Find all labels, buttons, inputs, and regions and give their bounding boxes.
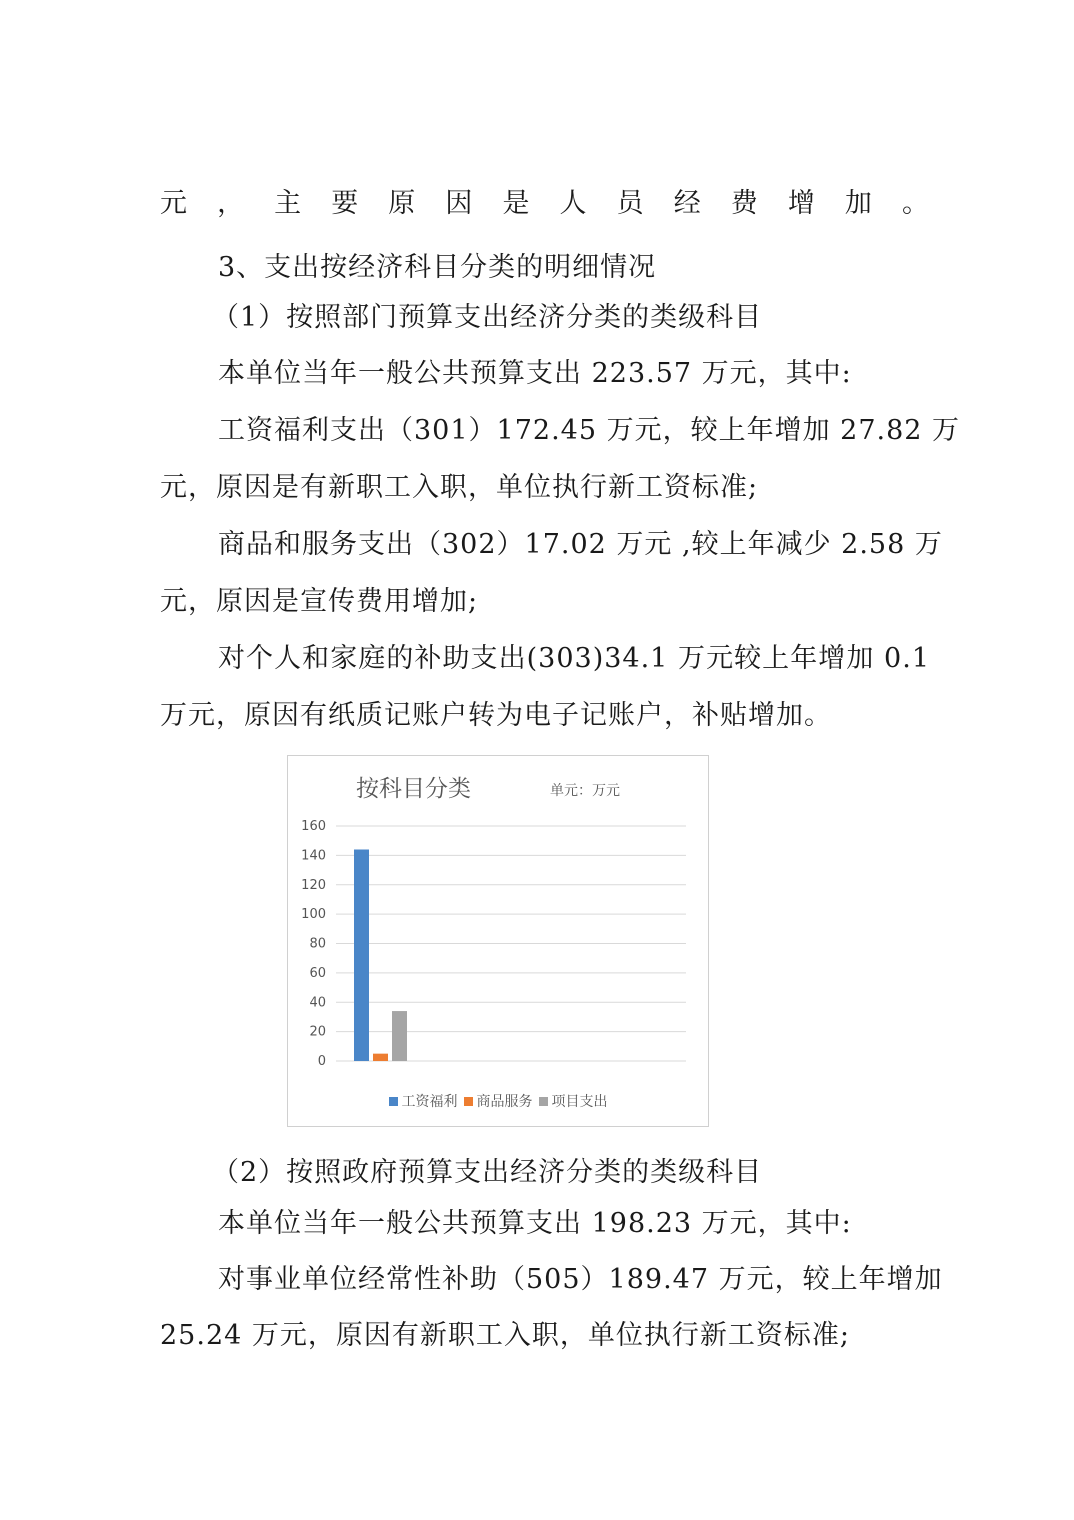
bar-3 <box>392 1011 407 1061</box>
y-tick-label: 140 <box>301 848 326 864</box>
legend-item <box>389 1091 458 1111</box>
legend-swatch <box>539 1097 548 1106</box>
subsection-heading: （2）按照政府预算支出经济分类的类级科目 <box>212 1157 763 1188</box>
paragraph-continuation: 元，主要原因是人员经费增加。 <box>160 188 930 219</box>
y-tick-label: 160 <box>301 819 326 834</box>
bar-2 <box>373 1054 388 1061</box>
paragraph: 对个人和家庭的补助支出(303)34.1 万元较上年增加 0.1 <box>218 643 930 674</box>
paragraph: 对事业单位经常性补助（505）189.47 万元，较上年增加 <box>218 1264 943 1295</box>
chart-title: 按科目分类 <box>356 776 471 802</box>
chart-legend <box>288 1091 708 1111</box>
bar-chart <box>287 755 709 1127</box>
y-tick-label: 80 <box>309 936 326 952</box>
legend-label: 项目支出 <box>551 1094 608 1110</box>
legend-swatch <box>389 1097 398 1106</box>
paragraph: 工资福利支出（301）172.45 万元，较上年增加 27.82 万 <box>218 415 961 446</box>
y-tick-label: 0 <box>317 1054 326 1069</box>
legend-item <box>539 1091 608 1111</box>
subsection-heading: （1）按照部门预算支出经济分类的类级科目 <box>212 302 763 333</box>
legend-swatch <box>464 1097 473 1106</box>
paragraph: 元，原因是有新职工入职，单位执行新工资标准; <box>160 472 759 503</box>
paragraph: 商品和服务支出（302）17.02 万元 ,较上年减少 2.58 万 <box>218 529 943 560</box>
bar-1 <box>354 850 369 1062</box>
paragraph: 本单位当年一般公共预算支出 223.57 万元，其中: <box>218 358 852 389</box>
section-heading: 3、支出按经济科目分类的明细情况 <box>218 252 657 283</box>
legend-label: 工资福利 <box>401 1094 458 1110</box>
paragraph: 本单位当年一般公共预算支出 198.23 万元，其中: <box>218 1208 852 1239</box>
paragraph: 万元，原因有纸质记账户转为电子记账户，补贴增加。 <box>160 700 832 731</box>
y-tick-label: 100 <box>301 907 326 923</box>
legend-item <box>464 1091 533 1111</box>
y-tick-label: 120 <box>301 877 326 893</box>
chart-unit-label: 单元：万元 <box>550 783 620 799</box>
paragraph: 25.24 万元，原因有新职工入职，单位执行新工资标准; <box>160 1320 850 1351</box>
y-tick-label: 60 <box>309 965 326 981</box>
chart-plot-area <box>288 756 708 1126</box>
y-tick-label: 20 <box>309 1024 326 1040</box>
legend-label: 商品服务 <box>476 1094 533 1110</box>
paragraph: 元，原因是宣传费用增加; <box>160 586 479 617</box>
y-tick-label: 40 <box>309 995 326 1011</box>
